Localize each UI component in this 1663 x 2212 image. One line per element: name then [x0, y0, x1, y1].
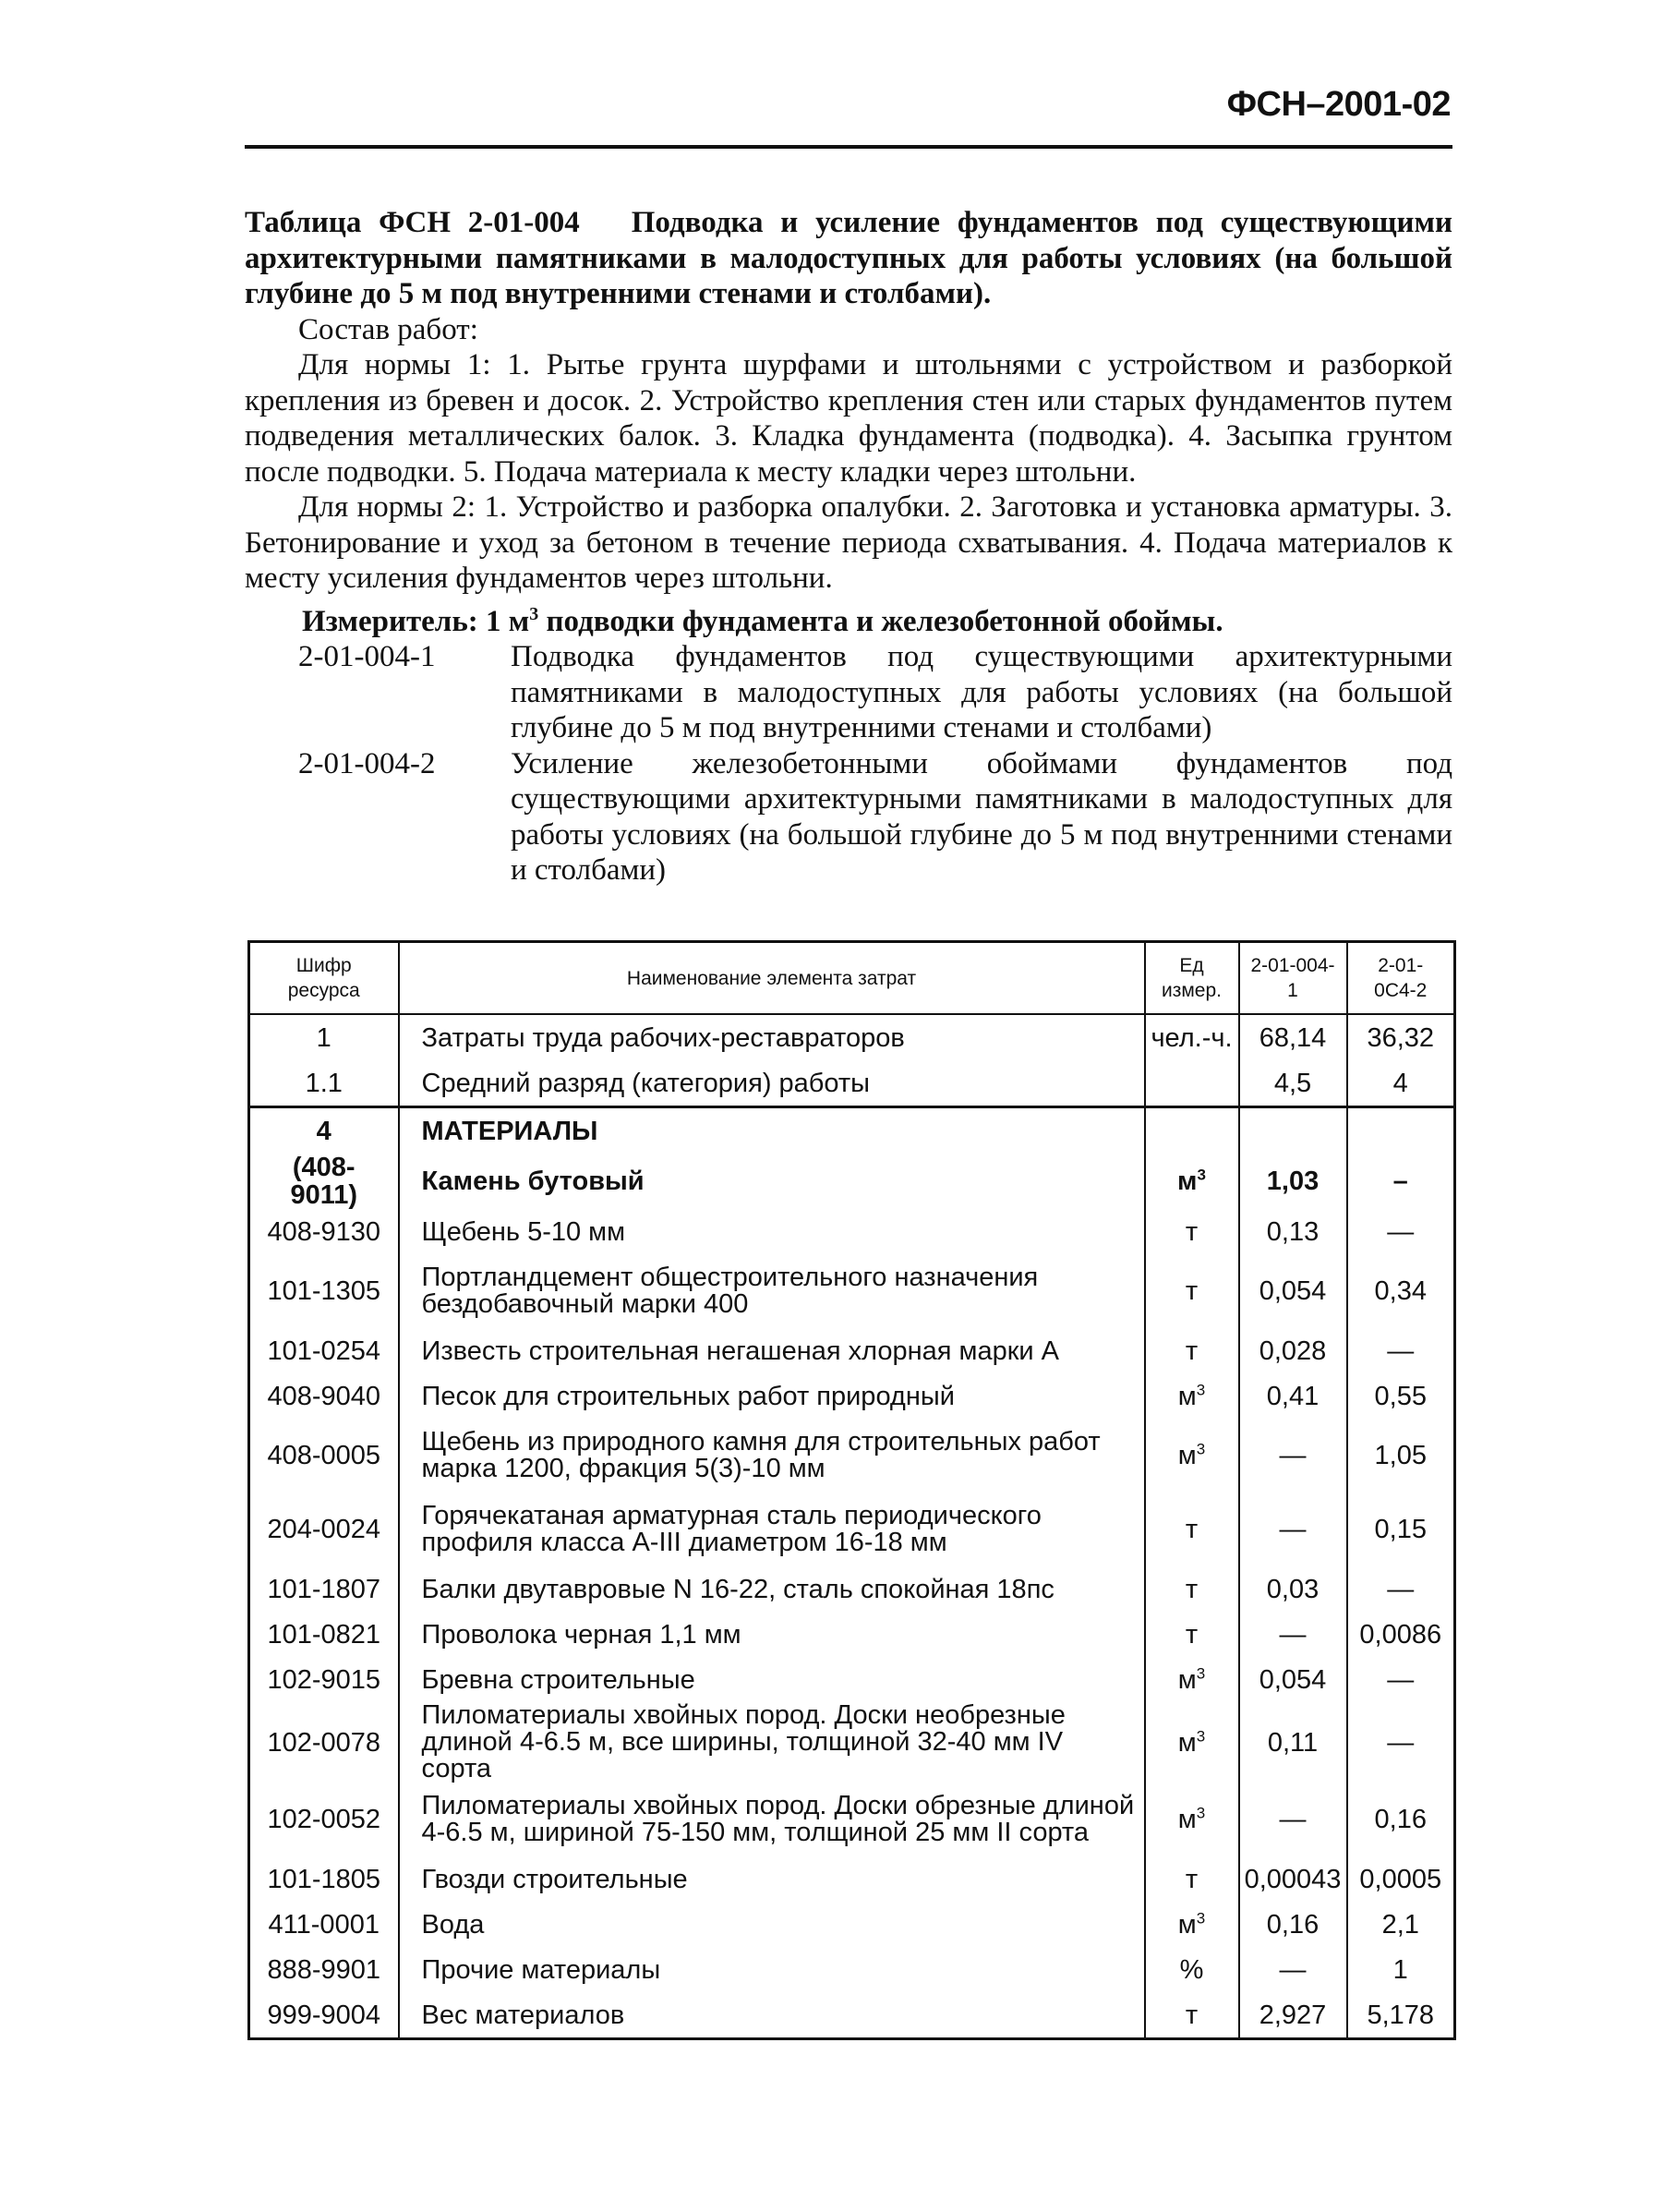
resource-code-cell-text: 101-0821 [267, 1619, 381, 1650]
norm-1-value-cell-text: 4,5 [1273, 1068, 1312, 1098]
element-name-cell [399, 1702, 1145, 1783]
norm-1-value-cell [1239, 1154, 1347, 1209]
norm-2-value-cell [1347, 1783, 1455, 1856]
norm-2-value-cell-text: 4 [1392, 1068, 1408, 1098]
resource-code-cell-text: 1.1 [305, 1068, 343, 1098]
unit-superscript: 3 [1196, 1440, 1206, 1458]
unit-cell-text: м [1177, 1909, 1197, 1940]
norm-1-value-cell-text: 0,054 [1259, 1276, 1327, 1306]
unit-superscript: 3 [1196, 1726, 1206, 1745]
header-resource-code: Шифр ресурса [249, 942, 399, 1015]
norm-1-value-cell [1239, 1209, 1347, 1254]
resource-code-cell [249, 1566, 399, 1612]
norm-2-value-cell [1347, 1902, 1455, 1947]
norm-2-value-cell [1347, 1657, 1455, 1702]
resource-code-cell [249, 1657, 399, 1702]
norm-2-value-cell [1347, 1060, 1455, 1107]
unit-cell [1145, 1702, 1239, 1783]
table-row [249, 1566, 1455, 1612]
resource-code-cell [249, 1328, 399, 1373]
unit-cell-text: т [1185, 1336, 1199, 1366]
resource-code-cell [249, 1612, 399, 1657]
element-name-cell [399, 1419, 1145, 1493]
resource-code-cell-text: 101-1807 [267, 1574, 381, 1604]
resource-code-cell [249, 1254, 399, 1328]
resource-code-cell [249, 1992, 399, 2039]
norm-2-value-cell [1347, 1107, 1455, 1154]
document-code-header: ФСН–2001-02 [1226, 85, 1451, 124]
norm-1-value-cell-text: — [1279, 1619, 1307, 1650]
norm-2-value-cell-text: 1,05 [1374, 1441, 1427, 1470]
unit-cell-text: т [1185, 1864, 1199, 1894]
resource-code-cell [249, 1373, 399, 1419]
norm-1-value-cell-text: 68,14 [1259, 1022, 1327, 1053]
norm-1-value-cell-text: 0,03 [1266, 1574, 1320, 1604]
norm-2-value-cell [1347, 1566, 1455, 1612]
norm-1-value-cell-text: 0,11 [1267, 1727, 1319, 1758]
work-composition-heading: Состав работ: [298, 312, 478, 346]
unit-cell [1145, 1154, 1239, 1209]
resource-code-cell-text: 102-0052 [267, 1805, 381, 1834]
norm-2-value-cell-text: 0,55 [1374, 1381, 1427, 1411]
table-title [245, 205, 1452, 312]
element-name-cell [399, 1014, 1145, 1060]
norm-1-value-cell-text: 0,00043 [1244, 1864, 1342, 1894]
element-name-cell-text: Камень бутовый [421, 1166, 645, 1196]
resource-code-cell-text: 4 [316, 1116, 331, 1146]
table-row [249, 1783, 1455, 1856]
norm-2-value-cell [1347, 1209, 1455, 1254]
element-name-cell-text: Бревна строительные [421, 1664, 695, 1695]
norm-1-value-cell-text: 2,927 [1259, 2000, 1327, 2030]
body-text [245, 205, 1452, 888]
norm-1-value-cell-text: 0,41 [1266, 1381, 1320, 1411]
unit-cell [1145, 1783, 1239, 1856]
element-name-cell [399, 1493, 1145, 1566]
header-divider [245, 145, 1452, 149]
norm-2-value-cell [1347, 1328, 1455, 1373]
table-row [249, 1902, 1455, 1947]
unit-superscript: 3 [1197, 1166, 1206, 1184]
resource-code-cell-text: 101-1805 [267, 1864, 381, 1894]
resource-code-cell-text: 102-0078 [267, 1727, 381, 1758]
element-name-cell [399, 1107, 1145, 1154]
unit-superscript: 3 [1196, 1380, 1206, 1398]
norm-1-value-cell [1239, 1947, 1347, 1992]
element-name-cell [399, 1783, 1145, 1856]
norm-1-value-cell [1239, 1014, 1347, 1060]
measure-prefix: Измеритель: 1 м [302, 604, 530, 638]
resource-code-cell-text: 101-0254 [267, 1336, 381, 1366]
unit-cell [1145, 1657, 1239, 1702]
unit-cell-text: м [1177, 1166, 1198, 1196]
header-norm-2: 2-01-0С4-2 [1347, 942, 1455, 1015]
norm-1-value-cell [1239, 1856, 1347, 1902]
norm-2-value-cell-text: — [1387, 1336, 1415, 1366]
norm-2-value-cell [1347, 1154, 1455, 1209]
table-row [249, 1254, 1455, 1328]
element-name-cell-text: Проволока черная 1,1 мм [421, 1619, 741, 1650]
unit-cell [1145, 1373, 1239, 1419]
unit-cell [1145, 1992, 1239, 2039]
table-row [249, 1612, 1455, 1657]
norm-1-value-cell [1239, 1902, 1347, 1947]
unit-cell [1145, 1209, 1239, 1254]
norm-2-value-cell-text: 36,32 [1367, 1022, 1435, 1053]
unit-cell [1145, 1060, 1239, 1107]
norm-2-value-cell [1347, 1856, 1455, 1902]
table-row [249, 1060, 1455, 1107]
unit-cell [1145, 1612, 1239, 1657]
element-name-cell-text: Портландцемент общестроительного назначения бездобавочный марки 400 [421, 1263, 1039, 1319]
norm-1-value-cell-text: 0,028 [1259, 1336, 1327, 1366]
norm-1-value-cell [1239, 1060, 1347, 1107]
table-title-text: Подводка и усиление фундаментов под существующими архитектурными памятниками в малодоступных для работы условиях (на большой глубине до 5 м под внутренними стенами и столбами). [245, 206, 1452, 310]
norm-2-value-cell [1347, 1992, 1455, 2039]
resource-code-cell-text: 102-9015 [267, 1664, 381, 1695]
unit-cell-text: м [1177, 1805, 1197, 1834]
norm-1-value-cell-text: — [1279, 1805, 1307, 1834]
table-body [249, 1014, 1455, 2039]
norm-1-value-cell-text: 1,03 [1266, 1166, 1320, 1196]
element-name-cell-text: Щебень 5-10 мм [421, 1216, 626, 1247]
element-name-cell-text: МАТЕРИАЛЫ [421, 1116, 598, 1146]
unit-cell [1145, 1566, 1239, 1612]
norm-1-value-cell-text: — [1279, 1441, 1307, 1470]
resource-code-cell [249, 1107, 399, 1154]
norm-1-value-cell [1239, 1612, 1347, 1657]
norm-2-value-cell [1347, 1493, 1455, 1566]
resources-table [247, 940, 1456, 2040]
table-row [249, 1107, 1455, 1154]
unit-superscript: 3 [1196, 1804, 1206, 1822]
unit-cell-text: т [1185, 1276, 1199, 1306]
element-name-cell-text: Щебень из природного камня для строительных работ марка 1200, фракция 5(3)-10 мм [421, 1427, 1101, 1483]
work-norm-2: Для нормы 2: 1. Устройство и разборка опалубки. 2. Заготовка и установка арматуры. 3. Бетонирование и уход за бетоном в течение периода схватывания. 4. Подача материалов к месту усиления фундаментов через штольни. [245, 490, 1452, 595]
element-name-cell [399, 1254, 1145, 1328]
element-name-cell-text: Затраты труда рабочих-реставраторов [421, 1022, 905, 1053]
table-row [249, 1493, 1455, 1566]
norm-1-value-cell [1239, 1107, 1347, 1154]
unit-cell [1145, 1419, 1239, 1493]
element-name-cell-text: Гвозди строительные [421, 1864, 688, 1894]
table-row [249, 1154, 1455, 1209]
header-unit: Ед измер. [1145, 942, 1239, 1015]
unit-cell-text: м [1177, 1664, 1197, 1695]
header-element-name: Наименование элемента затрат [399, 942, 1145, 1015]
resource-code-cell-text: 888-9901 [267, 1954, 381, 1985]
unit-cell [1145, 1014, 1239, 1060]
unit-cell-text: чел.-ч. [1151, 1022, 1233, 1053]
header-norm-1: 2-01-004-1 [1239, 942, 1347, 1015]
norm-1-value-cell [1239, 1566, 1347, 1612]
table-row [249, 1947, 1455, 1992]
unit-superscript: 3 [1196, 1908, 1206, 1927]
norm-2-value-cell-text: – [1392, 1166, 1408, 1196]
norm-text: Подводка фундаментов под существующими архитектурными памятниками в малодоступных для работы условиях (на большой глубине до 5 м под внутренними стенами и столбами) [511, 640, 1452, 744]
norm-item [245, 639, 1452, 746]
table-row [249, 1856, 1455, 1902]
element-name-cell-text: Пиломатериалы хвойных пород. Доски обрезные длиной 4-6.5 м, шириной 75-150 мм, толщиной 25 мм II сорта [421, 1791, 1135, 1847]
norm-2-value-cell-text: 5,178 [1367, 2000, 1435, 2030]
measure-suffix: подводки фундамента и железобетонной обоймы. [538, 604, 1223, 638]
resource-code-cell-text: 408-9040 [267, 1381, 381, 1411]
norm-2-value-cell [1347, 1373, 1455, 1419]
norm-text: Усиление железобетонными обоймами фундаментов под существующими архитектурными памятниками в малодоступных для работы условиях (на большой глубине до 5 м под внутренними стенами и столбами) [511, 746, 1452, 887]
unit-cell-text: м [1177, 1441, 1197, 1470]
resource-code-cell [249, 1209, 399, 1254]
element-name-cell [399, 1657, 1145, 1702]
norm-1-value-cell [1239, 1992, 1347, 2039]
norm-2-value-cell-text: 0,34 [1374, 1276, 1427, 1306]
norm-2-value-cell [1347, 1419, 1455, 1493]
resource-code-cell [249, 1493, 399, 1566]
resource-code-cell [249, 1702, 399, 1783]
unit-cell-text: т [1185, 1619, 1199, 1650]
norm-1-value-cell-text: 0,054 [1259, 1664, 1327, 1695]
table-header-row [249, 942, 1455, 1015]
norm-2-value-cell [1347, 1702, 1455, 1783]
element-name-cell [399, 1992, 1145, 2039]
resource-code-cell [249, 1154, 399, 1209]
norm-1-value-cell-text: 0,13 [1266, 1216, 1320, 1247]
unit-cell [1145, 1493, 1239, 1566]
resource-code-cell [249, 1060, 399, 1107]
norm-2-value-cell [1347, 1254, 1455, 1328]
unit-cell-text: % [1179, 1954, 1204, 1985]
element-name-cell [399, 1947, 1145, 1992]
unit-cell-text: т [1185, 2000, 1199, 2030]
norm-2-value-cell-text: — [1387, 1574, 1415, 1604]
resource-code-cell [249, 1783, 399, 1856]
element-name-cell [399, 1373, 1145, 1419]
unit-cell [1145, 1107, 1239, 1154]
element-name-cell [399, 1154, 1145, 1209]
norm-1-value-cell [1239, 1419, 1347, 1493]
norm-2-value-cell-text: 1 [1392, 1954, 1408, 1985]
resource-code-cell [249, 1419, 399, 1493]
work-norm-1: Для нормы 1: 1. Рытье грунта шурфами и штольнями с устройством и разборкой крепления из бревен и досок. 2. Устройство крепления стен или старых фундаментов путем подведения металлических балок. 3. Кладка фундамента (подводка). 4. Засыпка грунтом после подводки. 5. Подача материала к месту кладки через штольни. [245, 348, 1452, 489]
unit-cell [1145, 1254, 1239, 1328]
resource-code-cell-text: 1 [316, 1022, 331, 1053]
resource-code-cell [249, 1856, 399, 1902]
resource-code-cell-text: 204-0024 [267, 1515, 381, 1544]
element-name-cell [399, 1856, 1145, 1902]
unit-superscript: 3 [1196, 1663, 1206, 1682]
norm-1-value-cell-text: 0,16 [1266, 1909, 1320, 1940]
norm-2-value-cell-text: — [1387, 1216, 1415, 1247]
norm-1-value-cell [1239, 1702, 1347, 1783]
resource-code-cell-text: 101-1305 [267, 1276, 381, 1306]
table-row [249, 1014, 1455, 1060]
norm-2-value-cell [1347, 1014, 1455, 1060]
unit-cell [1145, 1947, 1239, 1992]
element-name-cell-text: Балки двутавровые N 16-22, сталь спокойная 18пс [421, 1574, 1054, 1604]
element-name-cell-text: Горячекатаная арматурная сталь периодического профиля класса А-III диаметром 16-18 мм [421, 1501, 1042, 1557]
norm-1-value-cell [1239, 1493, 1347, 1566]
element-name-cell-text: Известь строительная негашеная хлорная марки А [421, 1336, 1059, 1366]
unit-cell-text: м [1177, 1381, 1197, 1411]
element-name-cell-text: Пиломатериалы хвойных пород. Доски необрезные длиной 4-6.5 м, все ширины, толщиной 32-40 мм IV сорта [421, 1702, 1066, 1783]
unit-cell-text: т [1185, 1216, 1199, 1247]
table-title-code: Таблица ФСН 2-01-004 [245, 206, 580, 239]
element-name-cell-text: Вес материалов [421, 2000, 625, 2030]
unit-cell [1145, 1328, 1239, 1373]
resource-code-cell-text: 408-0005 [267, 1441, 381, 1470]
resource-code-cell-text: 408-9130 [267, 1216, 381, 1247]
norm-2-value-cell-text: 0,16 [1374, 1805, 1427, 1834]
unit-cell-text: т [1185, 1515, 1199, 1544]
table-row [249, 1992, 1455, 2039]
table-row [249, 1702, 1455, 1783]
table-row [249, 1328, 1455, 1373]
element-name-cell-text: Песок для строительных работ природный [421, 1381, 955, 1411]
resource-code-cell [249, 1947, 399, 1992]
norm-1-value-cell [1239, 1254, 1347, 1328]
norm-1-value-cell [1239, 1373, 1347, 1419]
element-name-cell-text: Прочие материалы [421, 1954, 661, 1985]
norm-1-value-cell [1239, 1783, 1347, 1856]
element-name-cell [399, 1209, 1145, 1254]
resource-code-cell [249, 1902, 399, 1947]
unit-cell-text: м [1177, 1727, 1197, 1758]
norm-1-value-cell-text: — [1279, 1954, 1307, 1985]
element-name-cell [399, 1902, 1145, 1947]
element-name-cell [399, 1328, 1145, 1373]
resource-code-cell-text: (408-9011) [290, 1154, 358, 1209]
table-row [249, 1419, 1455, 1493]
norm-2-value-cell-text: 2,1 [1381, 1909, 1419, 1940]
unit-cell [1145, 1902, 1239, 1947]
norm-1-value-cell [1239, 1657, 1347, 1702]
norm-2-value-cell [1347, 1612, 1455, 1657]
measure-sup: 3 [529, 603, 539, 624]
element-name-cell-text: Средний разряд (категория) работы [421, 1068, 871, 1098]
element-name-cell [399, 1612, 1145, 1657]
element-name-cell [399, 1060, 1145, 1107]
norm-1-value-cell [1239, 1328, 1347, 1373]
norm-code: 2-01-004-1 [298, 640, 436, 673]
norm-1-value-cell-text: — [1279, 1515, 1307, 1544]
element-name-cell-text: Вода [421, 1909, 485, 1940]
resource-code-cell-text: 999-9004 [267, 2000, 381, 2030]
norm-2-value-cell-text: 0,15 [1374, 1515, 1427, 1544]
table-row [249, 1209, 1455, 1254]
norm-item [245, 746, 1452, 888]
unit-cell [1145, 1856, 1239, 1902]
measure-unit [245, 597, 1452, 640]
norm-2-value-cell-text: 0,0086 [1359, 1619, 1442, 1650]
table-row [249, 1373, 1455, 1419]
unit-cell-text: т [1185, 1574, 1199, 1604]
element-name-cell [399, 1566, 1145, 1612]
norm-2-value-cell-text: 0,0005 [1359, 1864, 1442, 1894]
norm-2-value-cell-text: — [1387, 1727, 1415, 1758]
norm-code: 2-01-004-2 [298, 746, 436, 780]
table-row [249, 1657, 1455, 1702]
resource-code-cell [249, 1014, 399, 1060]
norm-2-value-cell [1347, 1947, 1455, 1992]
resource-code-cell-text: 411-0001 [268, 1909, 380, 1940]
norm-2-value-cell-text: — [1387, 1664, 1415, 1695]
